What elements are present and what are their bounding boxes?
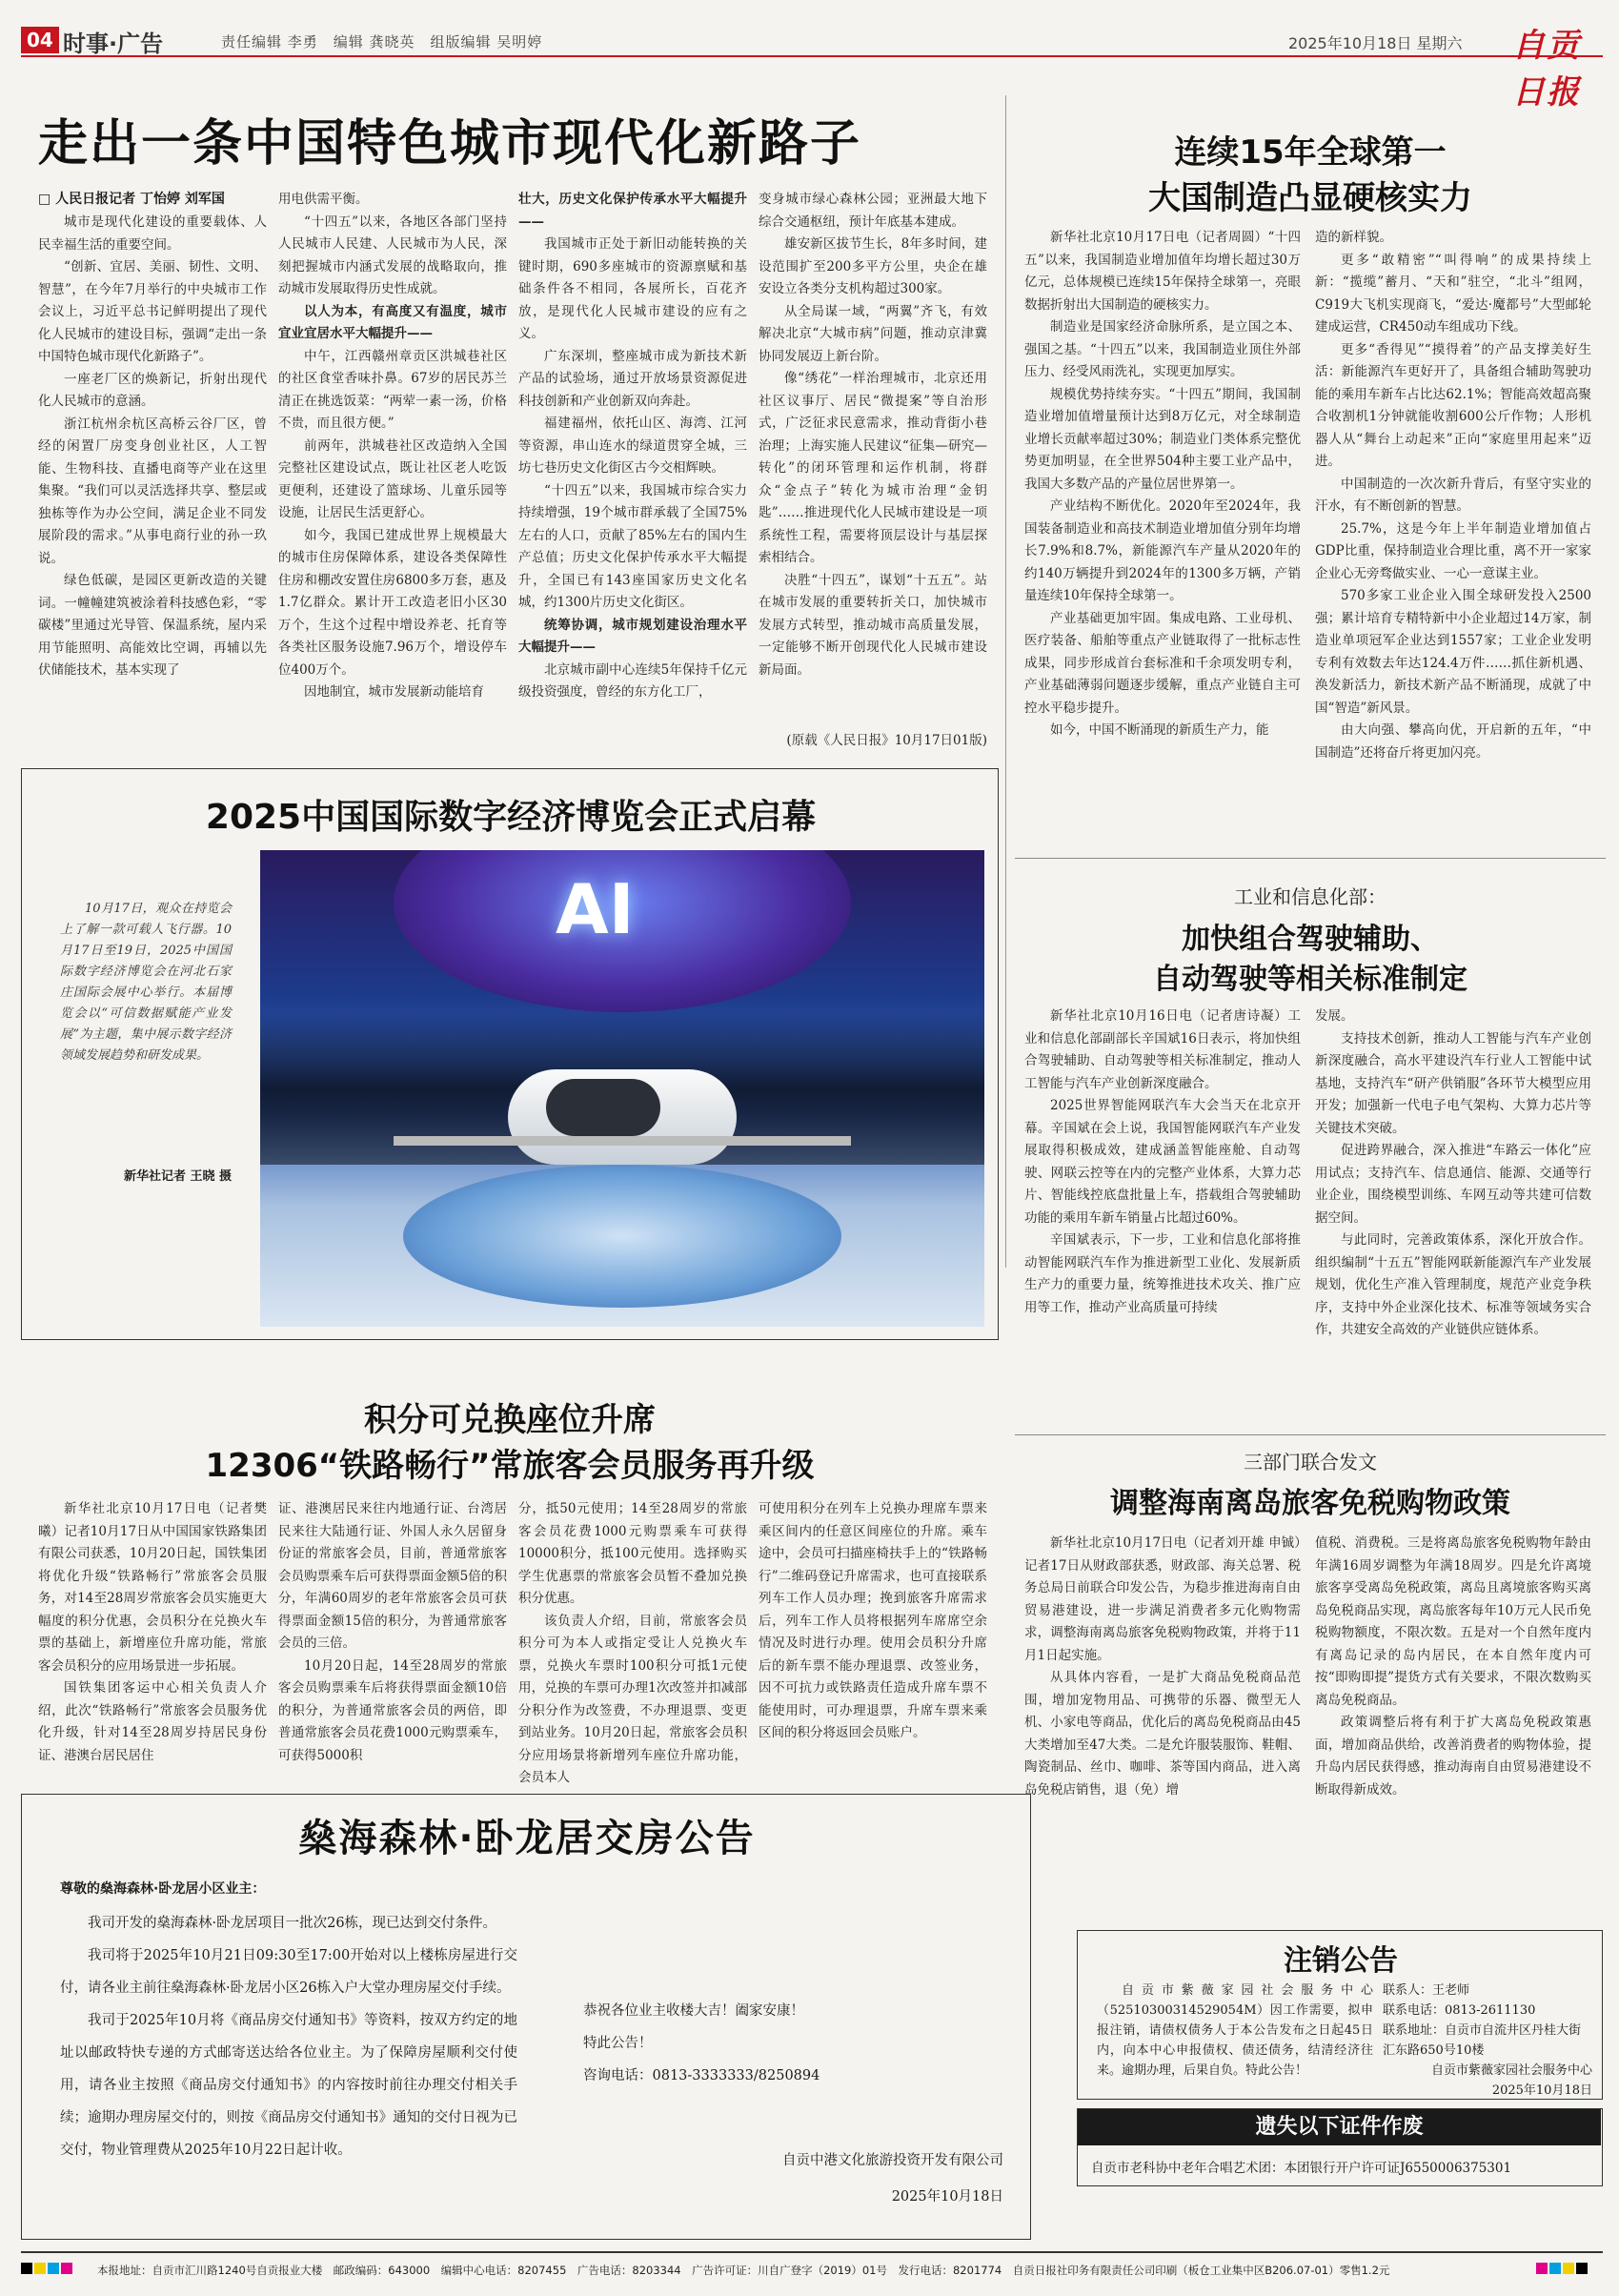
- phone: 咨询电话：0813-3333333/8250894: [583, 2068, 820, 2083]
- paragraph: 与此同时，完善政策体系，深化开放合作。组织编制“十五五”智能网联新能源汽车产业发展规划，优化生产准入管理制度，规范产业竞争秩序，支持中外企业深化技术、标准等领域务实合作，共建安全高效的产业链供应链体系。: [1315, 1232, 1591, 1337]
- article-5-column-3: [518, 1498, 747, 1784]
- article-2-title-line-1: 连续15年全球第一: [1174, 133, 1447, 172]
- paragraph: 由大向强、攀高向优，开启新的五年，“中国制造”还将奋斤将更加闪亮。: [1315, 722, 1591, 761]
- paragraph: 变身城市绿心森林公园；亚洲最大地下综合交通枢纽，预计年底基本建成。: [759, 192, 987, 230]
- paragraph: 更多“香得见”“摸得着”的产品支撑美好生活：新能源汽车更好开了，具备组合辅助驾驶功能的乘用车新车占比达62.1%；智能高效超高聚合收割机1分钟就能收割600公斤作物；人形机器人从“舞台上动起来”正向“家庭里用起来”迈进。: [1315, 341, 1591, 469]
- article-2-column-2: [1315, 227, 1591, 818]
- paragraph: 规模优势持续夯实。“十四五”期间，我国制造业增加值增量预计达到8万亿元，对全球制造业增长贡献率超过30%；制造业门类体系完整优势更加明显，在全世界504种主要工业产品中，我国大多数产品的产量位居世界第一。: [1024, 386, 1301, 492]
- photo-credit: 新华社记者 王晓 摄: [123, 1169, 232, 1184]
- paragraph: 以人为本，有高度又有温度，城市宜业宜居水平大幅提升——: [278, 303, 507, 341]
- issue-date: 2025年10月18日 星期六: [1288, 34, 1463, 52]
- paragraph: 我司于2025年10月将《商品房交付通知书》等资料，按双方约定的地址以邮政特快专递的方式邮寄送达给各位业主。为了保障房屋顺利交付使用，请各业主按照《商品房交付通知书》的内容按时前往办理交付相关手续；逾期办理房屋交付的，则按《商品房交付通知书》通知的交付日视为已交付，物业管理费从2025年10月22日起计收。: [60, 2013, 517, 2158]
- paragraph: 发展。: [1315, 1008, 1354, 1024]
- article-5-column-1: [38, 1498, 267, 1784]
- paragraph: 恭祝各位业主收楼大吉！阖家安康！: [583, 2003, 804, 2019]
- article-1-column-4: [759, 189, 987, 732]
- paragraph: 福建福州，依托山区、海湾、江河等资源，串山连水的绿道贯穿全城，三坊七巷历史文化街区古今交相辉映。: [518, 416, 747, 476]
- article-4-column-1: [1024, 1006, 1301, 1425]
- article-4-title-line-1: 加快组合驾驶辅助、: [1182, 923, 1439, 956]
- paragraph: 广东深圳，整座城市成为新技术新产品的试验场，通过开放场景资源促进科技创新和产业创新双向奔赴。: [518, 348, 747, 409]
- paragraph: 像“绣花”一样治理城市，北京还用社区议事厅、居民“微提案”等自治形式，广泛征求民意需求，推动背街小巷治理；上海实施人民建议“征集—研究—转化”的闭环管理和运作机制，将群众“金点子”转化为城市治理“金钥匙”……推进现代化人民城市建设是一项系统性工程，需要将顶层设计与基层探索相结合。: [759, 371, 987, 565]
- lost-notice-title: 遗失以下证件作废: [1078, 2109, 1601, 2145]
- article-1-column-3: [518, 189, 747, 751]
- aircraft-arm: [394, 1136, 851, 1146]
- paragraph: 制造业是国家经济命脉所系，是立国之本、强国之基。“十四五”以来，我国制造业顶住外部压力、经受风雨洗礼，实现更加厚实。: [1024, 319, 1301, 379]
- paragraph: 证、港澳居民来往内地通行证、台湾居民来往大陆通行证、外国人永久居留身份证的常旅客会员，目前，普通常旅客会员购票乘车后可获得票面金额5倍的积分，年满60周岁的老年常旅客会员可获得票面金额15倍的积分，为普通常旅客会员的三倍。: [278, 1501, 507, 1651]
- paragraph: 我司开发的燊海森林·卧龙居项目一批次26栋，现已达到交付条件。: [88, 1916, 497, 1931]
- page-header: [21, 17, 1603, 112]
- paragraph: 雄安新区拔节生长，8年多时间，建设范围扩至200多平方公里，央企在雄安设立各类分支机构超过300家。: [759, 236, 987, 296]
- column-divider: [1005, 95, 1006, 1268]
- section-divider: [1015, 1434, 1606, 1435]
- article-4-title-line-2: 自动驾驶等相关标准制定: [1153, 963, 1467, 996]
- paragraph: 新华社北京10月16日电（记者唐诗凝）工业和信息化部副部长辛国斌16日表示，将加快组合驾驶辅助、自动驾驶等相关标准制定，推动人工智能与汽车产业创新深度融合。: [1024, 1008, 1301, 1091]
- paragraph: 北京城市副中心连续5年保持千亿元级投资强度，曾经的东方化工厂，: [518, 661, 747, 700]
- editors: 责任编辑 李勇 编辑 龚晓英 组版编辑 吴明婷: [221, 33, 543, 51]
- paragraph: 10月20日起，14至28周岁的常旅客会员购票乘车后将获得票面金额10倍的积分，为普通常旅客会员的两倍，即普通常旅客会员花费1000元购票乘车，可获得5000积: [278, 1657, 507, 1763]
- notice-title: 燊海森林·卧龙居交房公告: [298, 1817, 756, 1860]
- paragraph: 如今，中国不断涌现的新质生产力，能: [1050, 722, 1269, 738]
- paragraph: 新华社北京10月17日电（记者周圆）“十四五”以来，我国制造业增加值年均增长超过30万亿元，总体规模已连续15年保持全球第一，亮眼数据折射出大国制造的硬核实力。: [1024, 230, 1301, 313]
- contact-address: 联系地址：自贡市自流井区丹桂大街汇东路650号10楼: [1383, 2023, 1582, 2058]
- registration-marks: [21, 2263, 97, 2277]
- lost-certificate-notice: [1077, 2108, 1603, 2186]
- article-2-column-1: [1024, 227, 1301, 818]
- ai-screen-text: AI: [556, 869, 635, 949]
- paragraph: 更多“敢精密”“叫得响”的成果持续上新：“揽缆”蓄月、“天和”驻空，“北斗”组网，C919大飞机实现商飞，“爱达·魔都号”大型邮轮建成运营，CR450动车组成功下线。: [1315, 252, 1591, 335]
- expo-photo: [260, 850, 984, 1327]
- paragraph: 绿色低碳，是园区更新改造的关键词。一幢幢建筑被涂着科技感色彩，“零碳楼”里通过光导管、保温系统，屋内采用节能照明、高能效比空调，再辅以先伏储能技术，基本实现了: [38, 573, 267, 678]
- section-divider: [1015, 858, 1606, 859]
- article-5-title-line-1: 积分可兑换座位升席: [364, 1401, 656, 1439]
- paragraph: 前两年，洪城巷社区改造纳入全国完整社区建设试点，既让社区老人吃饭更便利，还建设了篮球场、儿童乐园等设施，让居民生活更舒心。: [278, 437, 507, 520]
- deregistration-title: 注销公告: [1284, 1944, 1398, 1978]
- notice-body-left: [60, 1907, 517, 2231]
- paragraph: 促进跨界融合，深入推进“车路云一体化”应用试点；支持汽车、信息通信、能源、交通等行业企业，围绕模型训练、车网互动等共建可信数据空间。: [1315, 1143, 1591, 1226]
- article-6-title: 调整海南离岛旅客免税购物政策: [1110, 1487, 1510, 1520]
- paragraph: 一座老厂区的焕新记，折射出现代化人民城市的意涵。: [38, 371, 267, 409]
- paragraph: 特此公告！: [583, 2036, 653, 2051]
- paragraph: 造的新样貌。: [1315, 230, 1392, 245]
- paragraph: 中午，江西赣州章贡区洪城巷社区的社区食堂香味扑鼻。67岁的居民苏兰清正在挑选饭菜：“两荤一素一汤，价格不贵，而且很方便。”: [278, 348, 507, 431]
- paragraph: 用电供需平衡。: [278, 192, 369, 207]
- paragraph: 城市是现代化建设的重要载体、人民幸福生活的重要空间。: [38, 214, 267, 253]
- contact-person: 联系人：王老师: [1383, 1983, 1470, 1998]
- contact-phone: 联系电话：0813-2611130: [1383, 2003, 1536, 2018]
- paragraph: 产业结构不断优化。2020年至2024年，我国装备制造业和高技术制造业增加值分别年均增长7.9%和8.7%，新能源汽车产量从2020年的约140万辆提升到2024年的1300多万辆，产销量连续10年保持全球第一。: [1024, 498, 1301, 603]
- paragraph: 中国制造的一次次新升背后，有坚守实业的汗水，有不断创新的智慧。: [1315, 476, 1591, 514]
- notice-greeting: 尊敬的燊海森林·卧龙居小区业主：: [60, 1881, 266, 1897]
- paragraph: 可使用积分在列车上兑换办理席车票来乘区间内的任意区间座位的升席。乘车途中，会员可扫描座椅扶手上的“铁路畅行”二维码登记升席需求，也可直接联系列车工作人员办理；挽到旅客升席需求后，列车工作人员将根据列车席席空余情况及时进行办理。使用会员积分升席后的新车票不能办理退票、改签业务，因不可抗力或铁路责任造成升席车票不能使用时，可办理退票，升席车票来乘区间的积分将返回会员账户。: [759, 1501, 987, 1740]
- article-1-column-1: [38, 212, 267, 750]
- aircraft-canopy: [546, 1079, 660, 1136]
- article-2-title-line-2: 大国制造凸显硬核实力: [1148, 179, 1472, 217]
- registration-marks: [1536, 2263, 1603, 2277]
- deregistration-notice: [1077, 1930, 1603, 2100]
- newspaper-logo: 自贡日报: [1512, 27, 1581, 112]
- deregistration-contact-block: [1383, 1981, 1592, 2101]
- paragraph: 辛国斌表示，下一步，工业和信息化部将推动智能网联汽车作为推进新型工业化、发展新质生产力的重要力量，统筹推进技术攻关、推广应用等工作，推动产业高质量可持续: [1024, 1232, 1301, 1315]
- paragraph: “十四五”以来，各地区各部门坚持人民城市人民建、人民城市为人民，深刻把握城市内涵式发展的战略取向，推动城市发展取得历史性成就。: [278, 213, 507, 296]
- expo-photo-box: [21, 768, 999, 1340]
- paragraph: 新华社北京10月17日电（记者樊曦）记者10月17日从中国国家铁路集团有限公司获悉，10月20日起，国铁集团将优化升级“铁路畅行”常旅客会员服务，对14至28周岁常旅客会员实施更大幅度的积分优惠，会员积分在兑换火车票的基础上，新增座位升席功能，常旅客会员积分的应用场景进一步拓展。: [38, 1501, 267, 1674]
- paragraph: 570多家工业企业入围全球研发投入2500强；累计培育专精特新中小企业超过14万家，制造业单项冠军企业达到1557家；工业企业发明专利有效数去年达124.4万件……抓住新机遇、涣发新活力，新技术新产品不断涌现，成就了中国“智造”新风景。: [1315, 588, 1591, 716]
- article-5-title-line-2: 12306“铁路畅行”常旅客会员服务再升级: [205, 1447, 815, 1485]
- article-1-byline: □ 人民日报记者 丁怡婷 刘军国: [38, 192, 225, 207]
- article-5-column-4: [759, 1498, 987, 1784]
- article-6-column-1: [1024, 1533, 1301, 1919]
- deregistration-body: 自贡市紫薇家园社会服务中心（52510300314529054M）因工作需要，拟申报注销，请债权债务人于本公告发布之日起45日内，向本中心申报债权、债还债务，结清经济往来。逾期办理，后果自负。特此公告！: [1097, 1983, 1373, 2078]
- photo-caption: 10月17日，观众在持览会上了解一款可载人飞行器。10月17日至19日，2025中国国际数字经济博览会在河北石家庄国际会展中心举行。本届博览会以“可信数据赋能产业发展”为主题，集中展示数字经济领域发展趋势和研发成果。: [60, 902, 232, 1063]
- article-4-kicker: 工业和信息化部：: [1234, 885, 1386, 908]
- paragraph: 新华社北京10月17日电（记者刘开雄 申铖）记者17日从财政部获悉，财政部、海关总署、税务总局日前联合印发公告，为稳步推进海南自由贸易港建设，进一步满足消费者多元化购物需求，调整海南离岛旅客免税购物政策，并将于11月1日起实施。: [1024, 1535, 1301, 1663]
- stage-platform: [403, 1165, 841, 1308]
- lost-notice-item: 自贡市老科协中老年合唱艺术团：本团银行开户许可证J6550006375301: [1091, 2161, 1512, 2176]
- article-5-column-2: [278, 1498, 507, 1784]
- company-name: 自贡中港文化旅游投资开发有限公司: [782, 2153, 1003, 2168]
- paragraph: 值税、消费税。三是将离岛旅客免税购物年龄由年满16周岁调整为年满18周岁。四是允许离境旅客享受离岛免税政策，离岛且离境旅客购买离岛免税商品实现，离岛旅客每年10万元人民币免税购物额度，不限次数。五是对一个自然年度内有离岛记录的岛内居民，在本自然年度内可按“即购即提”提货方式有关要求，不限次数购买离岛免税商品。: [1315, 1535, 1591, 1708]
- deregistration-date: 2025年10月18日: [1491, 2083, 1592, 2098]
- paragraph: 因地制宜，城市发展新动能培育: [304, 684, 484, 700]
- paragraph: 国铁集团客运中心相关负责人介绍，此次“铁路畅行”常旅客会员服务优化升级，针对14至28周岁持居民身份证、港澳台居民居住: [38, 1680, 267, 1763]
- paragraph: 2025世界智能网联汽车大会当天在北京开幕。辛国斌在会上说，我国智能网联汽车产业发展取得积极成效，建成涵盖智能座舱、自动驾驶、网联云控等在内的完整产业体系，大算力芯片、智能线控底盘批量上车，搭载组合驾驶辅助功能的乘用车新车销量占比超过60%。: [1024, 1098, 1301, 1226]
- paragraph: 浙江杭州余杭区高桥云谷厂区，曾经的闲置厂房变身创业社区，人工智能、生物科技、直播电商等产业在这里集聚。“我们可以灵活选择共享、整层或独栋等作为办公空间，满足企业不同发展阶段的需求。”从事电商行业的孙一玖说。: [38, 416, 267, 566]
- article-4-column-2: [1315, 1006, 1591, 1425]
- paragraph: 我国城市正处于新旧动能转换的关键时期，690多座城市的资源禀赋和基础条件各不相同，各展所长，百花齐放，是现代化人民城市建设的应有之义。: [518, 236, 747, 341]
- paragraph: 决胜“十四五”，谋划“十五五”。站在城市发展的重要转折关口，加快城市发展方式转型，推动城市高质量发展，一定能够不断开创现代化人民城市建设新局面。: [759, 572, 987, 678]
- footer-text: 本报地址：自贡市汇川路1240号自贡报业大楼 邮政编码：643000 编辑中心电话：8207455 广告电话：8203344 广告许可证：川自广登字（2019）01号 发行电话：8201774 自贡日报社印务有限责任公司印刷（板仓工业集中区B206.07-01）零售1.2元: [97, 2264, 1390, 2277]
- page-number: 04: [21, 27, 59, 53]
- paragraph: “创新、宜居、美丽、韧性、文明、智慧”，在今年7月举行的中央城市工作会议上，习近平总书记鲜明提出了现代化人民城市的建设目标，强调“走出一条中国特色城市现代化新路子”。: [38, 259, 267, 364]
- article-1-source: (原载《人民日报》10月17日01版): [786, 733, 987, 748]
- paragraph: 如今，我国已建成世界上规模最大的城市住房保障体系，建设各类保障性住房和棚改安置住房6800多万套，惠及1.7亿群众。累计开工改造老旧小区30万个，生这个过程中增设养老、托育等各类社区服务设施7.96万个，增设停车位400万个。: [278, 527, 507, 678]
- paragraph: 该负责人介绍，目前，常旅客会员积分可为本人或指定受让人兑换火车票，兑换火车票时100积分可抵1元使用，兑换的车票可办理1次改签并扣减部分积分作为改签费，不办理退票、变更到站业务。10月20日起，常旅客会员积分应用场景将新增列车座位升席功能，会员本人: [518, 1613, 747, 1784]
- section-name: 时事·广告: [63, 30, 164, 57]
- paragraph: 壮大，历史文化保护传承水平大幅提升——: [518, 192, 747, 230]
- notice-date: 2025年10月18日: [891, 2189, 1003, 2205]
- housing-delivery-notice: [21, 1794, 1031, 2240]
- paragraph: 政策调整后将有利于扩大离岛免税政策惠面，增加商品供给，改善消费者的购物体验，提升岛内居民获得感，推动海南自由贸易港建设不断取得新成效。: [1315, 1715, 1591, 1798]
- paragraph: 从具体内容看，一是扩大商品免税商品范围，增加宠物用品、可携带的乐器、微型无人机、小家电等商品，优化后的离岛免税商品由45大类增加至47大类。二是允许服装服饰、鞋帽、陶瓷制品、丝巾、咖啡、茶等国内商品，进入离岛免税店销售，退（免）增: [1024, 1670, 1301, 1798]
- paragraph: 25.7%，这是今年上半年制造业增加值占GDP比重，保持制造业合理比重，离不开一家家企业心无旁骛做实业、一心一意谋主业。: [1315, 520, 1591, 581]
- org-name: 自贡市紫薇家园社会服务中心: [1430, 2063, 1592, 2078]
- paragraph: 我司将于2025年10月21日09:30至17:00开始对以上楼栋房屋进行交付，请各业主前往燊海森林·卧龙居小区26栋入户大堂办理房屋交付手续。: [60, 1948, 517, 1996]
- article-1-column-2: [278, 189, 507, 751]
- paragraph: 从全局谋一域，“两翼”齐飞，有效解决北京“大城市病”问题，推动京津冀协同发展迈上新台阶。: [759, 303, 987, 364]
- paragraph: “十四五”以来，我国城市综合实力持续增强，19个城市群承载了全国75%左右的人口，贡献了85%左右的国内生产总值；历史文化保护传承水平大幅提升，全国已有143座国家历史文化名城，约1300片历史文化街区。: [518, 482, 747, 610]
- notice-body-right: [556, 1995, 1003, 2092]
- page-footer: [21, 2251, 1603, 2284]
- article-1-title: 走出一条中国特色城市现代化新路子: [38, 115, 862, 173]
- paragraph: 统筹协调，城市规划建设治理水平大幅提升——: [518, 617, 747, 655]
- paragraph: 支持技术创新，推动人工智能与汽车产业创新深度融合，高水平建设汽车行业人工智能中试基地，支持汽车“研产供销服”各环节大模型应用开发；加强新一代电子电气架构、大算力芯片等关键技术突破。: [1315, 1030, 1591, 1136]
- article-6-column-2: [1315, 1533, 1591, 1919]
- paragraph: 分，抵50元使用；14至28周岁的常旅客会员花费1000元购票乘车可获得10000积分，抵100元使用。选择购买学生优惠票的常旅客会员暂不叠加兑换积分优惠。: [518, 1501, 747, 1606]
- article-3-title: 2025中国国际数字经济博览会正式启幕: [205, 798, 817, 837]
- paragraph: 产业基础更加牢固。集成电路、工业母机、医疗装备、船舶等重点产业链取得了一批标志性成果，同步形成首台套标准和千余项发明专利，产业基础薄弱问题逐步缓解，重点产业链自主可控水平稳步提升。: [1024, 610, 1301, 716]
- article-6-kicker: 三部门联合发文: [1244, 1451, 1377, 1473]
